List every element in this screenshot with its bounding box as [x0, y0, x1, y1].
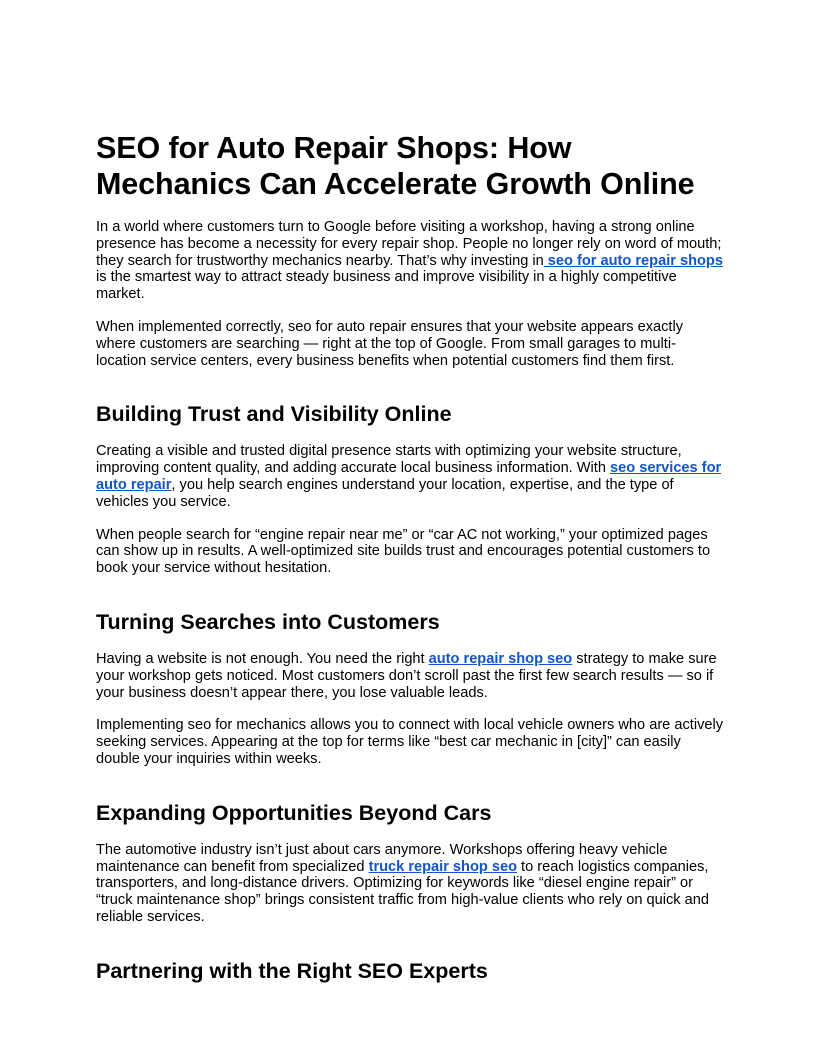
section-heading-turning-searches: Turning Searches into Customers [96, 609, 440, 634]
link-seo-for-auto-repair-shops[interactable]: seo for auto repair shops [543, 252, 723, 269]
section-heading-partnering: Partnering with the Right SEO Experts [96, 958, 488, 983]
section3-p1-text-after: to reach logistics companies, transporters, and long-distance drivers. Optimizing for keywords like “diesel engine repair” or “truck maintenance shop” brings consistent traffic from high-value clients who rely on quick and reliable services. [96, 858, 709, 925]
intro-paragraph-1 [96, 219, 724, 303]
section1-paragraph-1 [96, 443, 724, 510]
section2-paragraph-2: Implementing seo for mechanics allows you to connect with local vehicle owners who are actively seeking services. Appearing at the top for terms like “best car mechanic in [city]” can easily double your inquiries within weeks. [96, 717, 724, 767]
section1-p1-text-after: , you help search engines understand your location, expertise, and the type of vehicles you service. [96, 476, 674, 510]
section3-paragraph-1 [96, 842, 724, 926]
section1-paragraph-2: When people search for “engine repair near me” or “car AC not working,” your optimized pages can show up in results. A well-optimized site builds trust and encourages potential customers to book your service without hesitation. [96, 526, 711, 577]
intro-p1-text-before: In a world where customers turn to Google before visiting a workshop, having a strong online presence has become a necessity for every repair shop. People no longer rely on word of mouth; they search for trustworthy mechanics nearby. That’s why investing in [96, 219, 722, 269]
section1-p1-text-before: Creating a visible and trusted digital presence starts with optimizing your website structure, improving content quality, and adding accurate local business information. With [96, 443, 682, 477]
section3-p1-text-before: The automotive industry isn’t just about cars anymore. Workshops offering heavy vehicle maintenance can benefit from specialized [96, 841, 668, 875]
intro-p1-text-after: is the smartest way to attract steady business and improve visibility in a highly competitive market. [96, 269, 677, 303]
section2-p1-text-before: Having a website is not enough. You need the right [96, 650, 429, 667]
intro-paragraph-2: When implemented correctly, seo for auto repair ensures that your website appears exactly where customers are searching — right at the top of Google. From small garages to multi-location service centers, every business benefits when potential customers find them first. [96, 318, 684, 369]
link-truck-repair-shop-seo[interactable]: truck repair shop seo [368, 858, 517, 875]
link-seo-services-for-auto-repair[interactable]: seo services for auto repair [96, 460, 722, 493]
link-auto-repair-shop-seo[interactable]: auto repair shop seo [428, 650, 573, 667]
article-title: SEO for Auto Repair Shops: How Mechanics Can Accelerate Growth Online [96, 131, 695, 201]
section-heading-building-trust: Building Trust and Visibility Online [96, 402, 452, 427]
document-page [96, 130, 724, 984]
section-heading-expanding-opportunities: Expanding Opportunities Beyond Cars [96, 800, 492, 825]
section2-paragraph-1 [96, 651, 724, 701]
section2-p1-text-after: strategy to make sure your workshop gets noticed. Most customers don’t scroll past the first few search results — so if your business doesn’t appear there, you lose valuable leads. [96, 650, 717, 701]
